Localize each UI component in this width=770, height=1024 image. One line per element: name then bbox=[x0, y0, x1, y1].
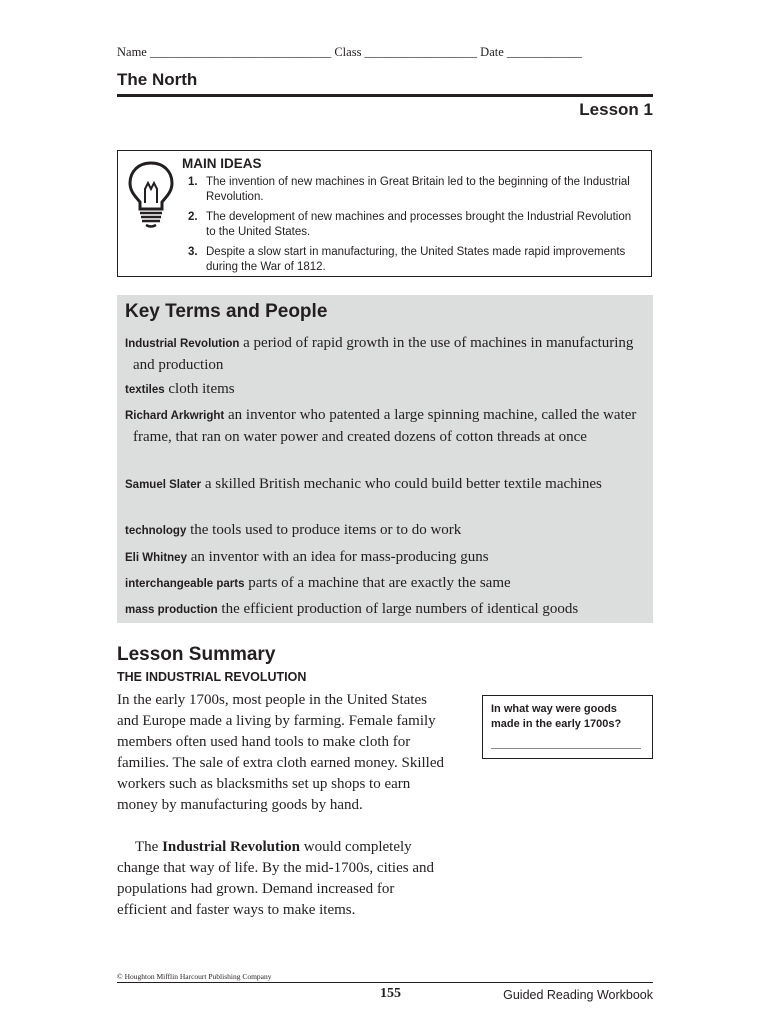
main-idea-item bbox=[188, 245, 638, 274]
term-name: textiles bbox=[125, 384, 165, 396]
summary-paragraph-2 bbox=[117, 837, 447, 921]
term-definition: cloth items bbox=[168, 381, 235, 397]
margin-question: In what way were goods made in the early 1700s? bbox=[491, 703, 622, 730]
header-rule bbox=[117, 94, 653, 97]
copyright: © Houghton Mifflin Harcourt Publishing Company bbox=[117, 972, 272, 981]
term-entry bbox=[125, 474, 643, 496]
workbook-title: Guided Reading Workbook bbox=[503, 988, 653, 1002]
item-text: The invention of new machines in Great Britain led to the beginning of the Industrial Revolution. bbox=[206, 176, 630, 203]
term-name: mass production bbox=[125, 604, 218, 616]
main-ideas-box bbox=[117, 150, 652, 277]
main-idea-item bbox=[188, 210, 638, 239]
term-entry bbox=[125, 405, 643, 448]
margin-question-box bbox=[482, 695, 653, 759]
para-text: The bbox=[135, 839, 163, 855]
term-entry bbox=[125, 547, 643, 569]
term-name: technology bbox=[125, 525, 187, 537]
lesson-summary-heading: Lesson Summary bbox=[117, 644, 276, 665]
main-idea-item bbox=[188, 175, 638, 204]
term-definition: the efficient production of large numbers of identical goods bbox=[221, 601, 579, 617]
term-entry bbox=[125, 333, 643, 376]
chapter-title: The North bbox=[117, 70, 198, 89]
term-definition: a skilled British mechanic who could build better textile machines bbox=[204, 476, 602, 492]
lesson-label: Lesson 1 bbox=[579, 100, 653, 119]
term-entry bbox=[125, 520, 643, 542]
term-entry bbox=[125, 599, 643, 621]
summary-paragraph-1: In the early 1700s, most people in the United States and Europe made a living by farming. Female family members often used hand tools to make cloth for families. The sale of extra cloth earned money. Skilled workers such as blacksmiths set up shops to earn money by manufacturing goods by hand. bbox=[117, 692, 444, 813]
section-subheading: THE INDUSTRIAL REVOLUTION bbox=[117, 670, 307, 684]
item-text: Despite a slow start in manufacturing, the United States made rapid improvements during the War of 1812. bbox=[206, 246, 626, 273]
term-name: Samuel Slater bbox=[125, 479, 202, 491]
name-class-date-line: Name _____________________________ Class __________________ Date ____________ bbox=[117, 45, 582, 59]
footer-rule bbox=[117, 982, 653, 983]
term-definition: a period of rapid growth in the use of machines in manufacturing and production bbox=[133, 335, 634, 373]
main-ideas-list bbox=[188, 175, 638, 280]
term-name: interchangeable parts bbox=[125, 578, 245, 590]
term-definition: an inventor with an idea for mass-producing guns bbox=[190, 549, 489, 565]
item-number: 3. bbox=[188, 246, 198, 258]
item-text: The development of new machines and processes brought the Industrial Revolution to the United States. bbox=[206, 211, 632, 238]
lightbulb-icon bbox=[126, 159, 176, 229]
term-definition: the tools used to produce items or to do work bbox=[190, 522, 462, 538]
term-definition: parts of a machine that are exactly the same bbox=[248, 575, 511, 591]
term-name: Richard Arkwright bbox=[125, 410, 225, 422]
page-number: 155 bbox=[380, 986, 401, 1001]
key-terms-heading: Key Terms and People bbox=[125, 301, 328, 322]
term-name: Industrial Revolution bbox=[125, 338, 240, 350]
key-terms-panel bbox=[117, 295, 653, 623]
term-entry bbox=[125, 573, 643, 595]
answer-line[interactable] bbox=[491, 748, 641, 749]
term-entry bbox=[125, 379, 643, 401]
item-number: 2. bbox=[188, 211, 198, 223]
para-bold-term: Industrial Revolution bbox=[162, 839, 301, 855]
item-number: 1. bbox=[188, 176, 198, 188]
term-name: Eli Whitney bbox=[125, 552, 187, 564]
term-definition: an inventor who patented a large spinning machine, called the water frame, that ran on water power and created dozens of cotton threads at once bbox=[133, 407, 637, 445]
para-text: would completely change that way of life. By the mid-1700s, cities and populations had grown. Demand increased for efficient and faster ways to make items. bbox=[117, 839, 434, 918]
main-ideas-heading: MAIN IDEAS bbox=[182, 156, 262, 171]
